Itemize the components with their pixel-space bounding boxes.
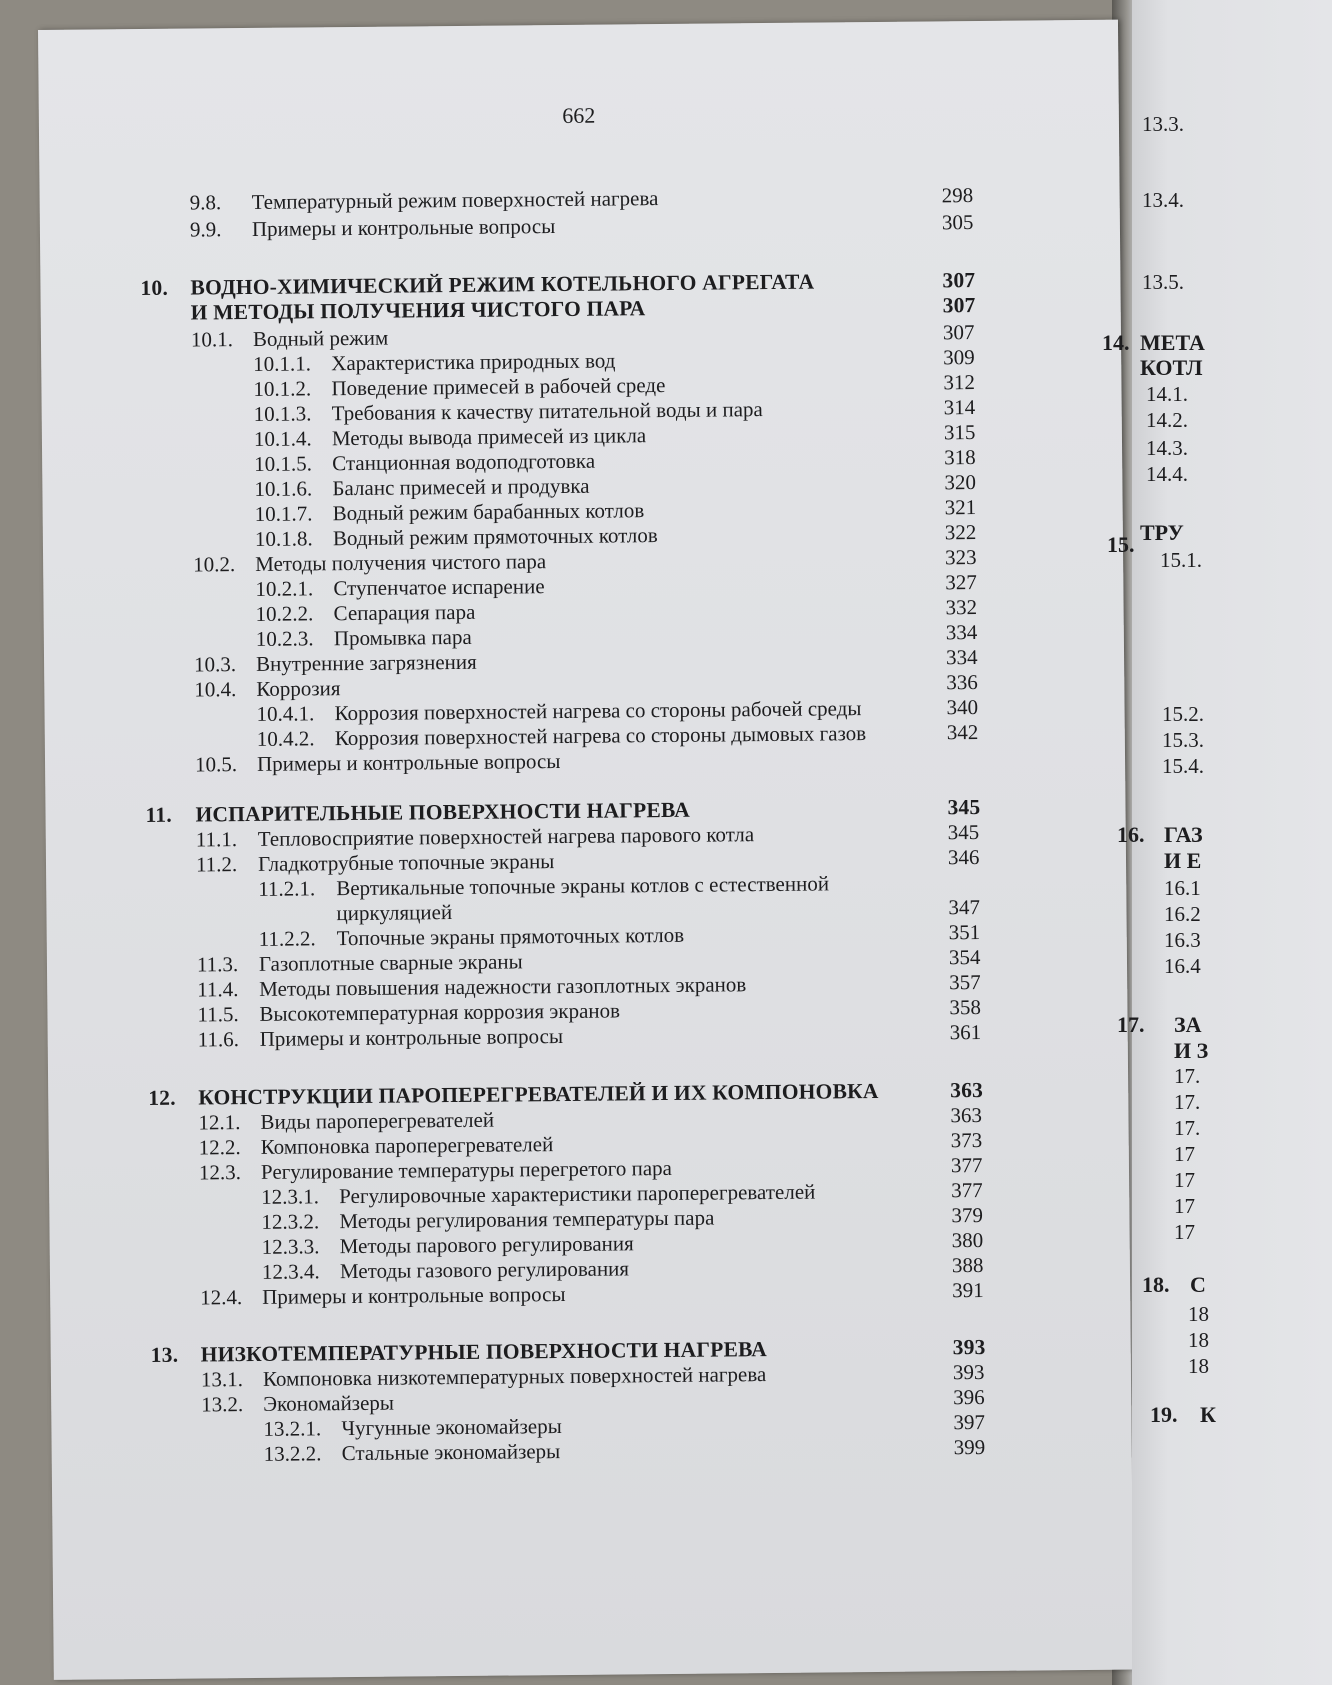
toc-entry-page: 396 — [953, 1384, 985, 1410]
toc-entry-title: Методы регулирования температуры пара — [339, 1205, 715, 1234]
toc-entry-number: 10.1.1. — [253, 351, 312, 376]
right-page-fragment: МЕТА — [1140, 330, 1205, 355]
right-page-fragment: 13.3. — [1142, 112, 1184, 136]
toc-entry-title: Ступенчатое испарение — [333, 574, 545, 601]
toc-entry-page: 318 — [944, 445, 976, 470]
toc-entry-title: Примеры и контрольные вопросы — [251, 214, 556, 241]
toc-entry-page: 354 — [948, 944, 981, 970]
right-page-fragment: 15.4. — [1162, 754, 1204, 778]
toc-entry-number: 10. — [140, 275, 169, 301]
toc-entry-number: 11.6. — [197, 1027, 240, 1052]
right-page-fragment: 17. — [1174, 1116, 1201, 1140]
toc-entry-page: 351 — [948, 919, 981, 945]
toc-entry-title: Стальные экономайзеры — [341, 1439, 561, 1466]
toc-entry-title: Вертикальные топочные экраны котлов с естественной — [336, 871, 830, 901]
right-page-fragment: С — [1190, 1272, 1206, 1297]
toc-entry-number: 10.3. — [193, 652, 237, 677]
toc-entry-title: ВОДНО-ХИМИЧЕСКИЙ РЕЖИМ КОТЕЛЬНОГО АГРЕГАТА — [190, 269, 815, 300]
toc-entry-page: 322 — [944, 520, 977, 545]
toc-entry-title: Методы повышения надежности газоплотных экранов — [259, 972, 747, 1001]
toc-entry-title: Коррозия поверхностей нагрева со стороны рабочей среды — [334, 696, 862, 726]
toc-entry-page: 312 — [943, 370, 976, 395]
right-page-fragment: 15.1. — [1160, 548, 1202, 572]
toc-entry-number: 10.2.1. — [255, 576, 314, 601]
toc-entry-number: 12.3.1. — [261, 1184, 320, 1209]
left-page — [38, 20, 1134, 1680]
toc-entry-page: 307 — [942, 320, 975, 345]
right-page-fragment: 19. — [1150, 1402, 1178, 1427]
toc-entry-number: 11.5. — [197, 1002, 239, 1027]
toc-entry-number: 9.8. — [189, 190, 222, 215]
right-page-fragment: И З — [1174, 1038, 1209, 1063]
right-page-fragment: КОТЛ — [1140, 355, 1203, 380]
toc-entry-page: 345 — [947, 794, 981, 820]
toc-entry-title: Примеры и контрольные вопросы — [259, 1024, 564, 1051]
toc-entry-title: Коррозия — [256, 676, 341, 701]
toc-entry-title: Методы вывода примесей из цикла — [331, 423, 647, 451]
toc-entry-page: 340 — [946, 695, 979, 720]
toc-entry-title: Требования к качеству питательной воды и пара — [331, 397, 763, 426]
toc-entry-number: 10.1.7. — [254, 501, 313, 526]
right-page-fragment: И Е — [1164, 848, 1202, 873]
toc-entry-title: Регулировочные характеристики пароперегревателей — [339, 1179, 816, 1209]
toc-entry-title: Поведение примесей в рабочей среде — [331, 372, 666, 401]
toc-entry-number: 10.1.3. — [253, 401, 312, 426]
toc-entry-title: Температурный режим поверхностей нагрева — [251, 186, 659, 214]
toc-entry-number: 13.1. — [200, 1367, 244, 1392]
toc-entry-title: ИСПАРИТЕЛЬНЫЕ ПОВЕРХНОСТИ НАГРЕВА — [195, 797, 691, 827]
toc-entry-number: 10.2. — [193, 552, 236, 577]
right-page-fragment: 18 — [1188, 1354, 1209, 1378]
toc-entry-page: 309 — [943, 345, 975, 370]
toc-entry-title: Регулирование температуры перегретого пара — [260, 1155, 673, 1184]
toc-entry-title: Баланс примесей и продувка — [332, 473, 590, 501]
toc-entry-number: 12.3. — [198, 1160, 242, 1185]
toc-entry-number: 11.2.2. — [258, 926, 316, 951]
toc-entry-number: 10.1.4. — [253, 426, 312, 451]
toc-entry-title: циркуляцией — [336, 900, 453, 926]
toc-entry-number: 12.3.4. — [261, 1259, 320, 1284]
toc-entry-page: 332 — [945, 595, 978, 620]
right-page-fragment: 14.4. — [1146, 462, 1188, 486]
right-page-fragment: 16.4 — [1164, 954, 1201, 978]
right-page-fragment: ТРУ — [1140, 520, 1184, 545]
right-page-fragment: 18. — [1142, 1272, 1170, 1297]
toc-entry-title: Компоновка пароперегревателей — [260, 1132, 554, 1159]
right-page-fragment: 17 — [1174, 1194, 1195, 1218]
toc-entry-title: Водный режим — [252, 325, 389, 351]
toc-entry-number: 10.4. — [194, 677, 237, 702]
toc-entry-number: 9.9. — [189, 217, 222, 242]
toc-entry-title: Методы парового регулирования — [339, 1231, 634, 1259]
toc-entry-page: 397 — [953, 1409, 986, 1435]
toc-entry-title: Гладкотрубные топочные экраны — [257, 849, 555, 876]
right-page-fragment: 14.3. — [1146, 436, 1188, 460]
toc-entry-page: 347 — [948, 894, 981, 920]
toc-entry-title: Топочные экраны прямоточных котлов — [336, 922, 685, 951]
toc-entry-number: 10.1.8. — [254, 526, 313, 551]
toc-entry-number: 10.1.2. — [253, 376, 312, 401]
right-page-fragment: 16.1 — [1164, 876, 1201, 900]
toc-entry-page: 393 — [952, 1334, 986, 1360]
right-page-fragment: ЗА — [1174, 1012, 1202, 1037]
right-page-fragment: 14. — [1102, 330, 1130, 355]
right-page-fragment: 16. — [1117, 822, 1145, 847]
right-page-fragment: 18 — [1188, 1328, 1209, 1352]
toc-entry-number: 13.2.2. — [263, 1441, 322, 1466]
toc-entry-page: 305 — [941, 210, 974, 235]
toc-entry-page: 358 — [949, 994, 982, 1020]
right-page-fragment: 14.2. — [1146, 408, 1188, 432]
right-page-fragment: 15.2. — [1162, 702, 1204, 726]
toc-entry-page: 363 — [950, 1077, 984, 1103]
toc-entry-number: 10.1. — [190, 327, 234, 352]
toc-entry-title: Промывка пара — [333, 624, 472, 651]
toc-entry-number: 12.2. — [198, 1135, 241, 1160]
right-page-fragment: 16.2 — [1164, 902, 1201, 926]
right-page — [1102, 0, 1332, 1685]
toc-entry-page: 314 — [943, 395, 976, 420]
toc-entry-page: 307 — [942, 293, 976, 318]
toc-entry-number: 10.2.2. — [255, 601, 314, 626]
toc-entry-title: КОНСТРУКЦИИ ПАРОПЕРЕГРЕВАТЕЛЕЙ И ИХ КОМПОНОВКА — [198, 1078, 879, 1110]
toc-entry-title: Тепловосприятие поверхностей нагрева парового котла — [257, 822, 755, 851]
right-page-fragment: 17. — [1174, 1090, 1201, 1114]
toc-entry-page: 321 — [944, 495, 977, 520]
right-page-fragment: 16.3 — [1164, 928, 1201, 952]
toc-entry-page: 307 — [942, 268, 976, 293]
toc-entry-page: 388 — [951, 1252, 984, 1278]
toc-entry-page: 399 — [953, 1434, 986, 1460]
toc-entry-page: 334 — [945, 620, 978, 645]
toc-entry-title: Газоплотные сварные экраны — [258, 949, 523, 976]
toc-entry-title: И МЕТОДЫ ПОЛУЧЕНИЯ ЧИСТОГО ПАРА — [190, 296, 646, 325]
right-page-fragment: 17. — [1174, 1064, 1201, 1088]
right-page-fragment: 15.3. — [1162, 728, 1204, 752]
right-page-fragment: 13.4. — [1142, 188, 1184, 212]
toc-entry-title: Экономайзеры — [263, 1390, 395, 1416]
toc-entry-page: 373 — [950, 1127, 983, 1153]
toc-entry-page: 357 — [949, 969, 981, 995]
toc-entry-page: 377 — [951, 1177, 983, 1203]
right-page-fragment: 14.1. — [1146, 382, 1188, 406]
toc-entry-title: НИЗКОТЕМПЕРАТУРНЫЕ ПОВЕРХНОСТИ НАГРЕВА — [200, 1337, 768, 1367]
toc-entry-number: 10.1.5. — [254, 451, 313, 476]
toc-entry-number: 11.2. — [195, 852, 238, 877]
toc-entry-page: 336 — [946, 670, 978, 695]
right-page-fragment: К — [1200, 1402, 1216, 1427]
toc-entry-page: 320 — [944, 470, 976, 495]
toc-entry-page: 342 — [946, 720, 979, 745]
right-page-fragment: 17 — [1174, 1142, 1195, 1166]
toc-entry-number: 12.4. — [200, 1285, 243, 1310]
toc-entry-number: 11.2.1. — [258, 876, 316, 901]
toc-entry-title: Примеры и контрольные вопросы — [256, 749, 561, 776]
toc-entry-title: Характеристика природных вод — [331, 348, 616, 376]
toc-entry-title: Методы газового регулирования — [339, 1256, 630, 1284]
right-page-fragment: 17. — [1117, 1012, 1145, 1037]
right-page-fragment: 13.5. — [1142, 270, 1184, 294]
toc-entry-title: Сепарация пара — [333, 599, 476, 626]
toc-entry-title: Станционная водоподготовка — [332, 448, 596, 476]
toc-entry-title: Виды пароперегревателей — [260, 1107, 495, 1134]
toc-entry-number: 12.3.2. — [261, 1209, 320, 1234]
toc-entry-page: 393 — [952, 1359, 985, 1385]
toc-entry-number: 13.2.1. — [263, 1416, 322, 1441]
toc-entry-page: 379 — [951, 1202, 984, 1228]
toc-entry-number: 13. — [150, 1342, 179, 1367]
toc-entry-number: 10.5. — [194, 752, 238, 777]
toc-entry-number: 12. — [148, 1085, 176, 1110]
toc-entry-title: Водный режим прямоточных котлов — [332, 523, 658, 551]
toc-entry-number: 10.1.6. — [254, 476, 313, 501]
toc-entry-title: Водный режим барабанных котлов — [332, 498, 645, 526]
toc-entry-title: Высокотемпературная коррозия экранов — [259, 998, 621, 1026]
toc-entry-page: 323 — [944, 545, 977, 570]
toc-entry-title: Методы получения чистого пара — [255, 549, 547, 576]
toc-entry-number: 13.2. — [201, 1392, 244, 1417]
toc-entry-page: 315 — [943, 420, 976, 445]
right-page-fragment: 18 — [1188, 1302, 1209, 1326]
right-page-fragment: 17 — [1174, 1168, 1195, 1192]
toc-entry-page: 380 — [951, 1227, 984, 1253]
toc-entry-page: 377 — [950, 1152, 983, 1178]
toc-entry-page: 346 — [947, 845, 980, 870]
toc-entry-title: Внутренние загрязнения — [255, 649, 477, 676]
right-page-fragment: 17 — [1174, 1220, 1195, 1244]
toc-entry-page: 363 — [950, 1102, 983, 1128]
toc-entry-number: 11.1. — [195, 827, 238, 852]
toc-entry-number: 12.1. — [198, 1110, 241, 1135]
toc-entry-number: 11.4. — [197, 977, 239, 1002]
toc-entry-page: 327 — [945, 570, 977, 595]
toc-entry-title: Компоновка низкотемпературных поверхностей нагрева — [262, 1362, 767, 1391]
toc-entry-number: 12.3.3. — [261, 1234, 320, 1259]
toc-entry-page: 298 — [941, 183, 974, 208]
page-number: 662 — [562, 102, 596, 128]
toc-entry-title: Коррозия поверхностей нагрева со стороны дымовых газов — [334, 721, 867, 751]
toc-entry-number: 10.4.1. — [256, 701, 315, 726]
toc-entry-page: 391 — [952, 1277, 984, 1303]
right-page-fragment: ГАЗ — [1164, 822, 1203, 847]
toc-entry-page: 345 — [947, 820, 980, 845]
toc-entry-page: 334 — [945, 645, 978, 670]
toc-entry-number: 11. — [145, 802, 172, 828]
toc-entry-number: 10.4.2. — [256, 726, 315, 751]
right-page-fragment: 15. — [1107, 532, 1135, 557]
toc-entry-number: 10.2.3. — [255, 626, 314, 651]
toc-entry-title: Чугунные экономайзеры — [341, 1414, 562, 1441]
toc-entry-title: Примеры и контрольные вопросы — [262, 1281, 566, 1309]
toc-entry-page: 361 — [949, 1019, 982, 1045]
toc-entry-number: 11.3. — [196, 952, 239, 977]
